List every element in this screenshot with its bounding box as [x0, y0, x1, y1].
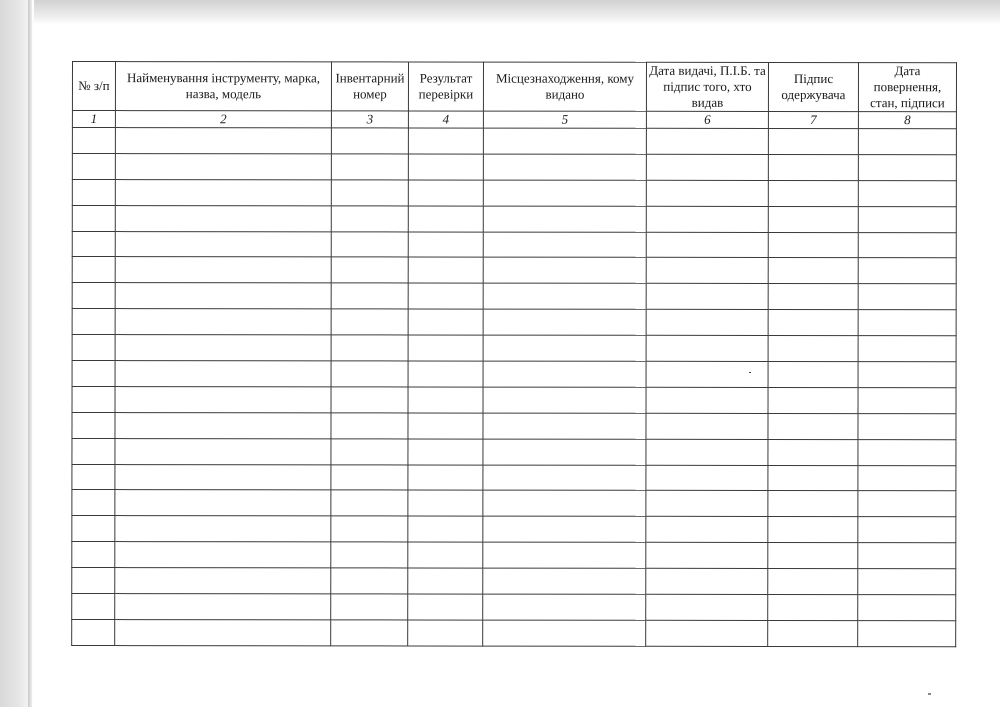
empty-cell	[646, 284, 768, 310]
column-number: 2	[115, 111, 331, 128]
empty-cell	[331, 154, 408, 180]
empty-cell	[408, 465, 483, 491]
empty-cell	[331, 361, 408, 387]
empty-cell	[331, 490, 408, 516]
empty-cell	[768, 258, 858, 284]
empty-cell	[483, 542, 646, 568]
empty-cell	[646, 154, 768, 180]
empty-cell	[858, 517, 956, 543]
empty-cell	[115, 283, 331, 309]
table-row	[72, 153, 956, 180]
empty-cell	[331, 309, 408, 335]
header-tool-name: Найменування інструменту, марка, назва, модель	[115, 62, 331, 111]
empty-cell	[768, 128, 858, 154]
empty-cell	[72, 283, 115, 309]
empty-cell	[646, 568, 768, 594]
empty-cell	[768, 336, 858, 362]
empty-cell	[858, 284, 956, 310]
empty-cell	[408, 335, 483, 361]
empty-cell	[858, 129, 956, 155]
table-row	[72, 490, 956, 517]
empty-cell	[115, 153, 331, 179]
empty-cell	[646, 413, 768, 439]
empty-cell	[768, 413, 858, 439]
empty-cell	[115, 257, 331, 283]
empty-cell	[408, 206, 483, 232]
empty-cell	[768, 310, 858, 336]
table-row	[72, 205, 956, 232]
empty-cell	[331, 620, 408, 646]
empty-cell	[768, 361, 858, 387]
empty-cell	[331, 439, 408, 465]
table-row	[72, 619, 956, 646]
column-number: 5	[483, 111, 646, 128]
empty-cell	[483, 594, 646, 620]
column-number: 6	[646, 111, 768, 128]
empty-cell	[115, 568, 331, 594]
empty-cell	[115, 128, 331, 154]
empty-cell	[408, 516, 483, 542]
header-recipient-signature: Підпис одержувача	[768, 62, 858, 111]
empty-cell	[858, 491, 956, 517]
empty-cell	[408, 413, 483, 439]
empty-cell	[646, 491, 768, 517]
empty-cell	[331, 206, 408, 232]
empty-cell	[768, 620, 858, 646]
header-row	[72, 62, 956, 112]
empty-cell	[331, 180, 408, 206]
empty-cell	[858, 206, 956, 232]
empty-cell	[115, 438, 331, 464]
empty-cell	[483, 309, 646, 335]
empty-cell	[72, 568, 115, 594]
empty-cell	[646, 361, 768, 387]
empty-cell	[115, 361, 331, 387]
empty-cell	[858, 621, 956, 647]
empty-cell	[858, 465, 956, 491]
empty-cell	[483, 180, 646, 206]
column-number: 3	[331, 111, 408, 128]
empty-cell	[483, 465, 646, 491]
empty-cell	[72, 128, 115, 154]
empty-cell	[768, 180, 858, 206]
empty-cell	[72, 361, 115, 387]
table-row	[72, 516, 956, 543]
empty-cell	[408, 180, 483, 206]
empty-cell	[72, 257, 115, 283]
empty-cell	[646, 310, 768, 336]
column-number: 7	[768, 111, 858, 128]
table-row	[72, 594, 956, 621]
empty-cell	[858, 232, 956, 258]
empty-cell	[408, 257, 483, 283]
empty-cell	[768, 569, 858, 595]
scan-page-edge	[28, 0, 32, 707]
empty-cell	[483, 128, 646, 154]
empty-cell	[115, 490, 331, 516]
empty-cell	[72, 619, 115, 645]
header-row-number: № з/п	[72, 62, 115, 111]
empty-cell	[331, 387, 408, 413]
empty-cell	[72, 464, 115, 490]
scan-speck	[928, 693, 931, 695]
table-row	[72, 438, 956, 465]
empty-cell	[858, 543, 956, 569]
empty-cell	[115, 516, 331, 542]
empty-cell	[408, 387, 483, 413]
table-row	[72, 257, 956, 284]
empty-cell	[115, 386, 331, 412]
empty-cell	[72, 335, 115, 361]
empty-cell	[483, 283, 646, 309]
column-number: 4	[408, 111, 483, 128]
empty-cell	[768, 387, 858, 413]
empty-cell	[331, 464, 408, 490]
empty-cell	[115, 464, 331, 490]
empty-cell	[408, 568, 483, 594]
empty-cell	[646, 232, 768, 258]
header-location-issued-to: Місцезнаходження, кому видано	[483, 62, 646, 111]
empty-cell	[646, 517, 768, 543]
empty-cell	[646, 335, 768, 361]
scan-speck	[749, 372, 751, 373]
empty-cell	[858, 439, 956, 465]
empty-cell	[408, 542, 483, 568]
empty-cell	[768, 284, 858, 310]
empty-cell	[768, 439, 858, 465]
empty-cell	[768, 206, 858, 232]
empty-cell	[646, 465, 768, 491]
empty-cell	[331, 128, 408, 154]
empty-cell	[858, 362, 956, 388]
empty-cell	[768, 543, 858, 569]
empty-cell	[115, 335, 331, 361]
empty-cell	[72, 309, 115, 335]
empty-cell	[483, 413, 646, 439]
empty-cell	[331, 231, 408, 257]
empty-cell	[72, 594, 115, 620]
empty-cell	[646, 258, 768, 284]
empty-cell	[115, 179, 331, 205]
table-row	[72, 309, 956, 336]
table-row	[72, 361, 956, 388]
empty-cell	[72, 412, 115, 438]
empty-cell	[408, 154, 483, 180]
empty-cell	[408, 283, 483, 309]
empty-cell	[858, 180, 956, 206]
empty-cell	[72, 490, 115, 516]
empty-cell	[483, 154, 646, 180]
header-inventory-number: Інвентарний номер	[331, 62, 408, 111]
empty-cell	[646, 387, 768, 413]
empty-cell	[483, 439, 646, 465]
empty-cell	[331, 594, 408, 620]
empty-cell	[646, 206, 768, 232]
empty-cell	[331, 542, 408, 568]
empty-cell	[72, 153, 115, 179]
tool-issue-journal-table	[71, 61, 957, 647]
empty-cell	[115, 205, 331, 231]
table-row	[72, 283, 956, 310]
header-check-result: Результат перевірки	[408, 62, 483, 111]
table-row	[72, 542, 956, 569]
empty-cell	[408, 309, 483, 335]
empty-cell	[331, 516, 408, 542]
empty-cell	[331, 413, 408, 439]
empty-cell	[858, 595, 956, 621]
column-number: 1	[72, 111, 115, 128]
empty-cell	[483, 335, 646, 361]
empty-cell	[72, 231, 115, 257]
empty-cell	[331, 335, 408, 361]
empty-cell	[408, 490, 483, 516]
empty-cell	[768, 517, 858, 543]
header-issue-date-issuer: Дата видачі, П.І.Б. та підпис того, хто видав	[646, 62, 768, 111]
table-row	[72, 231, 956, 258]
table-row	[72, 412, 956, 439]
empty-cell	[646, 128, 768, 154]
empty-cell	[115, 542, 331, 568]
empty-cell	[483, 516, 646, 542]
journal-body	[72, 128, 957, 647]
empty-cell	[72, 542, 115, 568]
table-row	[72, 128, 956, 155]
header-return-date-condition: Дата повернення, стан, підписи	[858, 63, 956, 112]
empty-cell	[646, 594, 768, 620]
empty-cell	[408, 594, 483, 620]
empty-cell	[115, 412, 331, 438]
empty-cell	[858, 310, 956, 336]
empty-cell	[483, 361, 646, 387]
empty-cell	[646, 620, 768, 646]
empty-cell	[858, 569, 956, 595]
empty-cell	[483, 568, 646, 594]
empty-cell	[408, 361, 483, 387]
empty-cell	[115, 594, 331, 620]
table-row	[72, 179, 956, 206]
empty-cell	[115, 309, 331, 335]
empty-cell	[483, 258, 646, 284]
empty-cell	[858, 388, 956, 414]
empty-cell	[115, 231, 331, 257]
empty-cell	[408, 439, 483, 465]
empty-cell	[483, 387, 646, 413]
empty-cell	[115, 619, 331, 645]
empty-cell	[858, 258, 956, 284]
empty-cell	[858, 154, 956, 180]
empty-cell	[858, 336, 956, 362]
table-row	[72, 386, 956, 413]
empty-cell	[646, 439, 768, 465]
empty-cell	[483, 206, 646, 232]
empty-cell	[331, 568, 408, 594]
empty-cell	[483, 491, 646, 517]
empty-cell	[408, 232, 483, 258]
empty-cell	[72, 179, 115, 205]
empty-cell	[72, 205, 115, 231]
empty-cell	[858, 413, 956, 439]
empty-cell	[646, 543, 768, 569]
empty-cell	[768, 595, 858, 621]
empty-cell	[483, 620, 646, 646]
empty-cell	[72, 516, 115, 542]
table-row	[72, 335, 956, 362]
empty-cell	[72, 386, 115, 412]
empty-cell	[768, 232, 858, 258]
empty-cell	[331, 257, 408, 283]
empty-cell	[646, 180, 768, 206]
scan-shadow-top	[30, 0, 1000, 24]
table-row	[72, 464, 956, 491]
column-number: 8	[858, 112, 956, 129]
empty-cell	[72, 438, 115, 464]
empty-cell	[483, 232, 646, 258]
column-number-row	[72, 111, 956, 129]
empty-cell	[331, 283, 408, 309]
empty-cell	[768, 491, 858, 517]
table-row	[72, 568, 956, 595]
empty-cell	[768, 465, 858, 491]
empty-cell	[408, 128, 483, 154]
empty-cell	[768, 154, 858, 180]
empty-cell	[408, 620, 483, 646]
